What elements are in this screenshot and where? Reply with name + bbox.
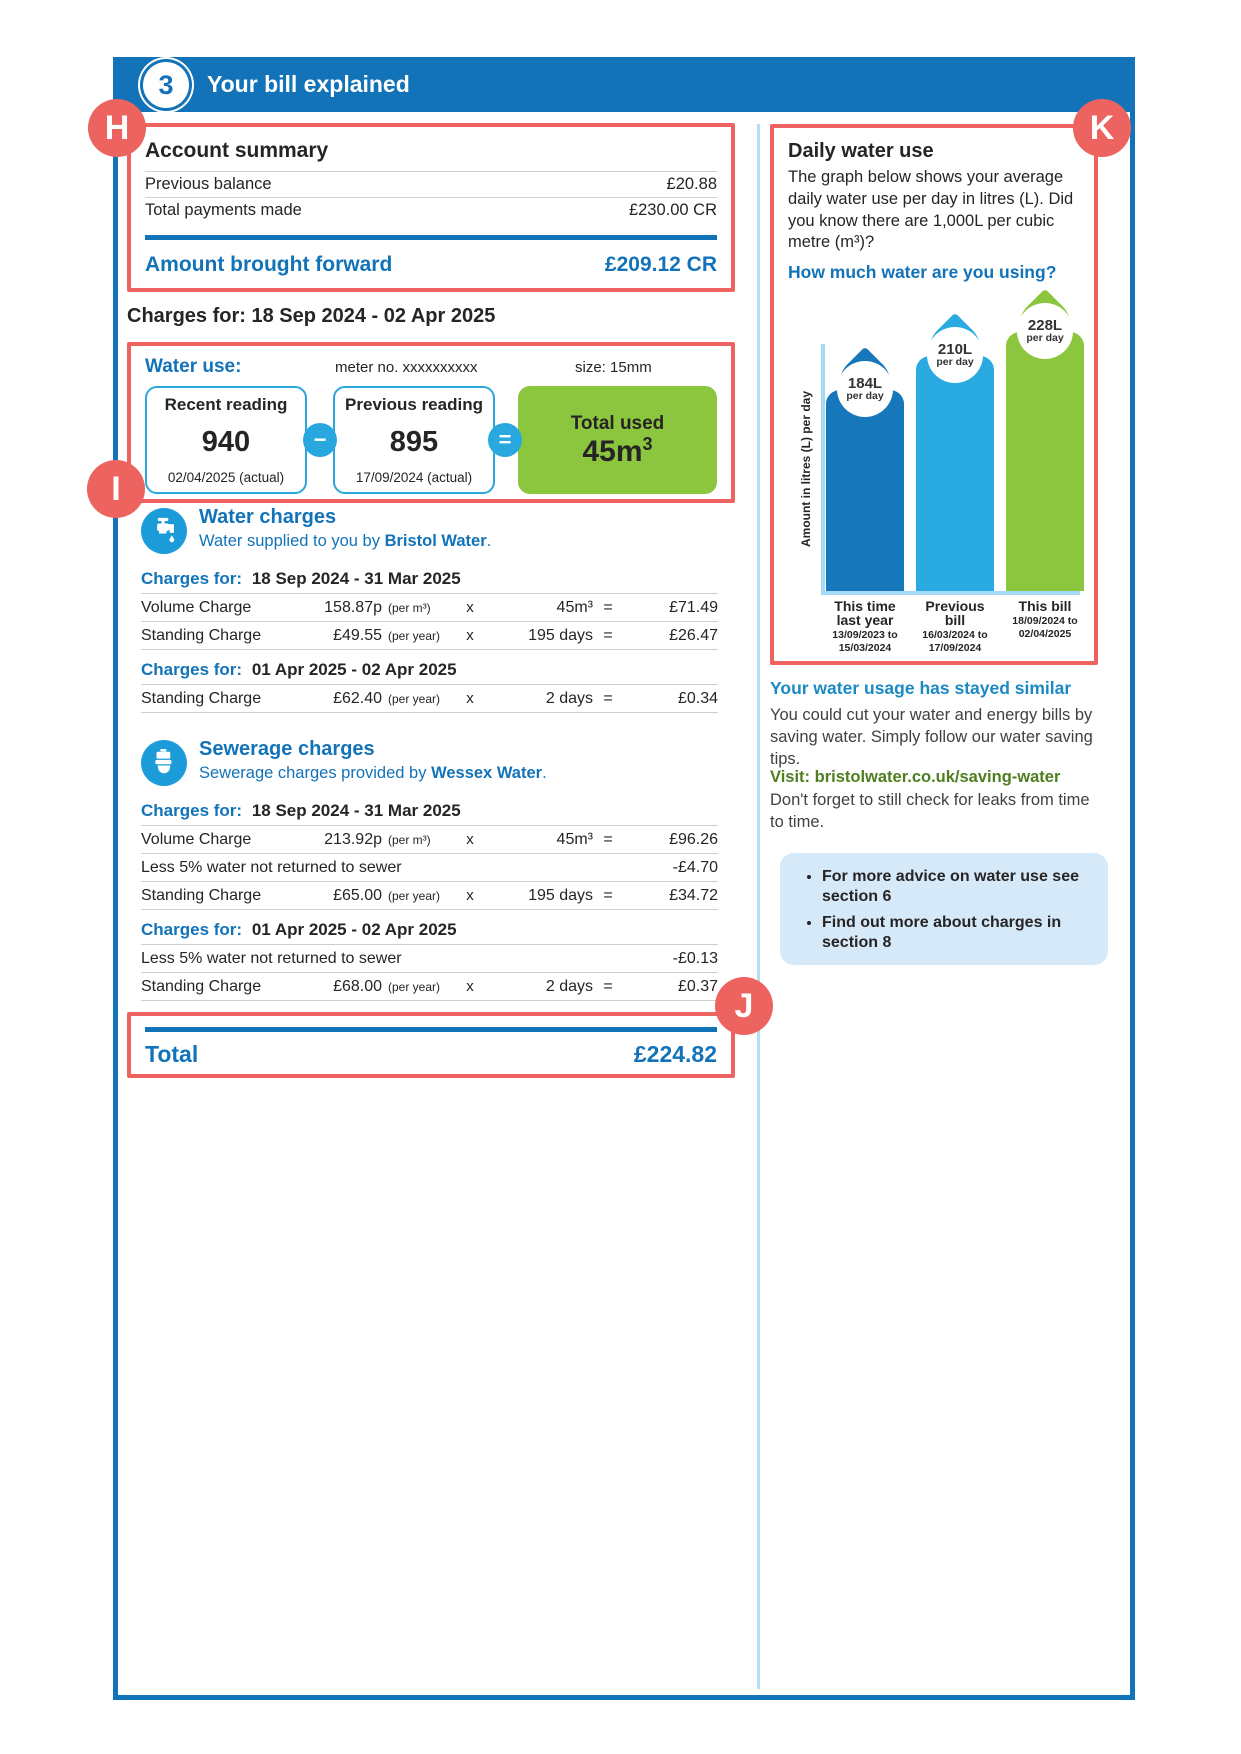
- bar-body: [1006, 332, 1084, 591]
- sewerage-charges-subtitle: [199, 764, 735, 783]
- readings-row: [145, 386, 717, 494]
- water-charges-subtitle: [199, 532, 735, 551]
- x-label: This time last year 13/09/2023 to 15/03/2024: [832, 598, 898, 655]
- charges-for-line: Charges for: 18 Sep 2024 - 31 Mar 2025: [141, 569, 461, 588]
- previous-reading-date: 17/09/2024 (actual): [355, 470, 473, 485]
- equals-icon: =: [488, 423, 522, 457]
- water-use-chart: [788, 289, 1080, 595]
- sewerage-charges-title: Sewerage charges: [199, 738, 375, 760]
- daily-water-use-box: [770, 124, 1098, 665]
- bar-body: [826, 390, 904, 591]
- supply-prefix: Water supplied to you by: [199, 532, 380, 550]
- account-row-value: £20.88: [666, 175, 717, 193]
- charges-for-line: Charges for: 18 Sep 2024 - 31 Mar 2025: [141, 801, 461, 820]
- recent-reading-label: Recent reading: [164, 395, 288, 414]
- marker-i: I: [87, 460, 145, 518]
- total-used-sup: 3: [642, 433, 653, 454]
- bar-this-bill: [1006, 290, 1084, 591]
- previous-reading-value: 895: [389, 426, 439, 458]
- supply-prefix: Sewerage charges provided by: [199, 764, 427, 782]
- table-row: Less 5% water not returned to sewer -£0.13: [141, 944, 718, 973]
- rule: [145, 235, 717, 240]
- total-box: [127, 1012, 735, 1078]
- total-value: £224.82: [633, 1041, 717, 1067]
- toilet-icon: [141, 740, 187, 786]
- supply-suffix: .: [486, 532, 492, 550]
- account-row: [145, 197, 717, 223]
- sewerage-charges-header: [127, 737, 735, 791]
- account-row-value: £230.00 CR: [628, 201, 717, 219]
- previous-reading-box: [333, 386, 495, 494]
- water-charges-table: [141, 593, 718, 650]
- y-axis-label: Amount in litres (L) per day: [799, 391, 813, 548]
- info-bullet: • For more advice on water use see section 6: [822, 867, 1098, 907]
- recent-reading-date: 02/04/2025 (actual): [167, 470, 285, 485]
- x-label: Previous bill 16/03/2024 to 17/09/2024: [922, 598, 988, 655]
- sewerage-charges-table2: [141, 944, 718, 1001]
- table-row: Standing Charge £49.55 (per year) x 195 days = £26.47: [141, 622, 718, 650]
- total-used-value: [582, 435, 652, 468]
- water-use-title: Water use:: [145, 356, 242, 377]
- abf-label: Amount brought forward: [145, 253, 393, 276]
- marker-k: K: [1073, 99, 1131, 157]
- supplier-name: Bristol Water: [384, 532, 487, 550]
- marker-h: H: [88, 99, 146, 157]
- water-use-box: [127, 342, 735, 503]
- rule: [145, 1027, 717, 1032]
- sewerage-charges-table: [141, 825, 718, 910]
- x-axis-labels: [788, 599, 1080, 657]
- bar-value-bubble: 210L per day: [927, 327, 983, 383]
- daily-water-use-title: Daily water use: [788, 140, 934, 162]
- leaks-note: Don't forget to still check for leaks from time to time.: [770, 791, 1090, 831]
- supply-suffix: .: [542, 764, 547, 782]
- account-row-label: Total payments made: [145, 201, 302, 219]
- meter-number: meter no. xxxxxxxxxx: [335, 359, 478, 376]
- total-label: Total: [145, 1041, 199, 1067]
- more-info-panel: [780, 853, 1108, 965]
- recent-reading-value: 940: [201, 426, 251, 458]
- usage-result-heading: Your water usage has stayed similar: [770, 678, 1072, 698]
- bar-value-bubble: 184L per day: [837, 361, 893, 417]
- info-bullet-list: [796, 867, 1098, 953]
- table-row: Volume Charge 213.92p (per m³) x 45m³ = £96.26: [141, 825, 718, 854]
- saving-advice-text: You could cut your water and energy bills by saving water. Simply follow our water saving tips.: [770, 706, 1093, 768]
- y-axis: [821, 344, 825, 595]
- water-charges-table2: [141, 684, 718, 713]
- account-summary-box: [127, 123, 735, 292]
- water-charges-header: [127, 505, 735, 559]
- abf-value: £209.12 CR: [604, 253, 717, 276]
- previous-reading-label: Previous reading: [345, 395, 483, 414]
- total-used-label: Total used: [570, 412, 665, 434]
- account-row: [145, 171, 717, 197]
- table-row: Standing Charge £62.40 (per year) x 2 days = £0.34: [141, 684, 718, 713]
- charges-period-heading: Charges for: 18 Sep 2024 - 02 Apr 2025: [127, 305, 496, 327]
- recent-reading-box: [145, 386, 307, 494]
- water-charges-title: Water charges: [199, 506, 337, 528]
- water-charges-section: [127, 505, 735, 713]
- account-summary-title: Account summary: [145, 139, 329, 162]
- section-banner: [113, 57, 1135, 112]
- table-row: Standing Charge £68.00 (per year) x 2 days = £0.37: [141, 973, 718, 1001]
- total-row: [145, 1041, 717, 1068]
- saving-water-link[interactable]: Visit: bristolwater.co.uk/saving-water: [770, 768, 1061, 786]
- amount-brought-forward: [145, 253, 717, 277]
- meter-size: size: 15mm: [575, 359, 652, 376]
- marker-j: J: [715, 977, 773, 1035]
- bar-previous-bill: [916, 314, 994, 591]
- charges-for-line: Charges for: 01 Apr 2025 - 02 Apr 2025: [141, 660, 457, 679]
- daily-water-use-intro: The graph below shows your average daily water use per day in litres (L). Did you know there are 1,000L per cubic metre (m³)?: [788, 168, 1074, 252]
- table-row: Volume Charge 158.87p (per m³) x 45m³ = £71.49: [141, 593, 718, 622]
- account-row-label: Previous balance: [145, 175, 272, 193]
- x-label: This bill 18/09/2024 to 02/04/2025: [1012, 598, 1078, 641]
- tap-icon: [141, 508, 187, 554]
- total-used-number: 45m: [582, 434, 643, 468]
- table-row: Standing Charge £65.00 (per year) x 195 days = £34.72: [141, 882, 718, 910]
- page-title: Your bill explained: [207, 71, 410, 97]
- supplier-name: Wessex Water: [431, 764, 543, 782]
- info-bullet: • Find out more about charges in section 8: [822, 913, 1098, 953]
- bar-this-time-last-year: [826, 348, 904, 591]
- minus-icon: −: [303, 423, 337, 457]
- bar-value-bubble: 228L per day: [1017, 303, 1073, 359]
- column-divider: [757, 124, 760, 1689]
- total-used-box: [518, 386, 717, 494]
- charges-for-line: Charges for: 01 Apr 2025 - 02 Apr 2025: [141, 920, 457, 939]
- section-number-badge: 3: [143, 62, 189, 108]
- bar-body: [916, 356, 994, 591]
- usage-question: How much water are you using?: [788, 262, 1057, 283]
- table-row: Less 5% water not returned to sewer -£4.70: [141, 854, 718, 882]
- water-use-header: [145, 356, 717, 378]
- x-axis: [821, 591, 1080, 595]
- sewerage-charges-section: [127, 737, 735, 1001]
